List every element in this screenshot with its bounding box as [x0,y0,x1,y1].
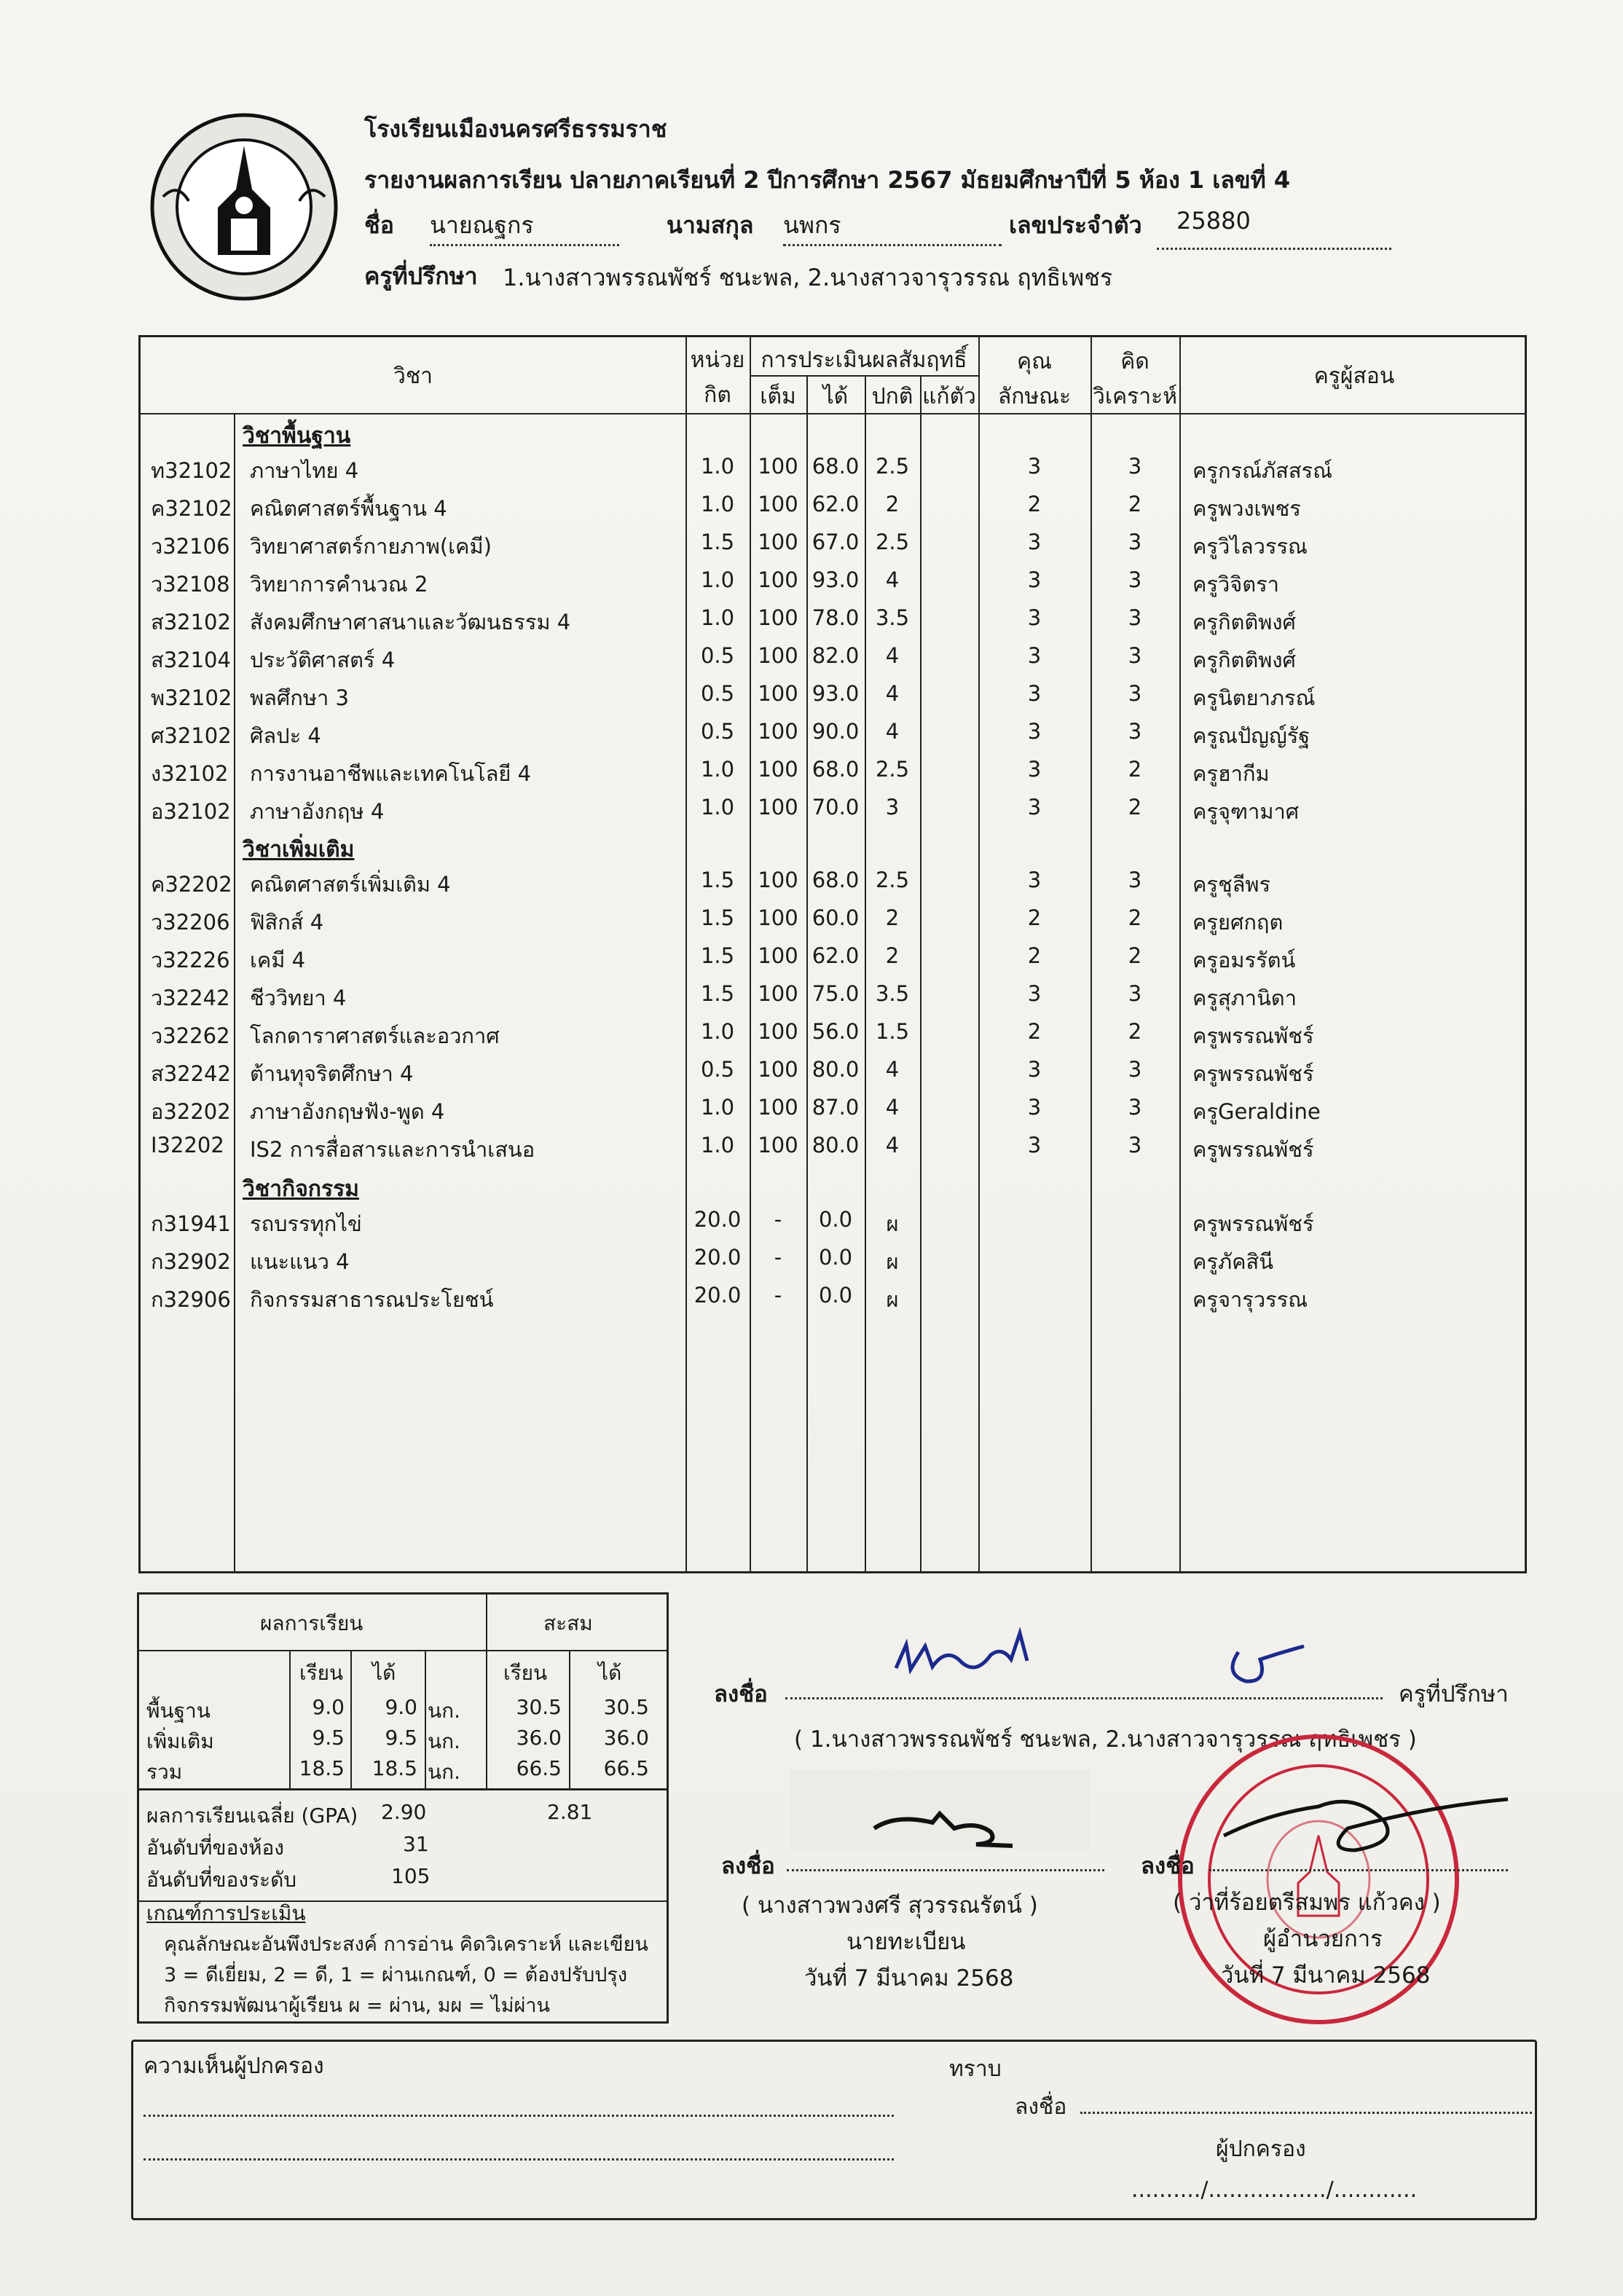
header-got: ได้ [822,384,849,409]
cell-char: 3 [1027,795,1042,819]
registrar-name: ( นางสาวพวงศรี สุวรรณรัตน์ ) [742,1892,1038,1919]
cell-name: วิทยาการคำนวณ 2 [250,572,428,597]
summary-cell-c_study: 30.5 [516,1695,562,1719]
cell-name: รถบรรทุกไข่ [250,1211,362,1236]
cell-grade: ผ [886,1287,899,1312]
cell-teacher: ครูกิตติพงศ์ [1192,610,1296,634]
cell-credit: 1.0 [700,1133,735,1157]
cell-credit: 1.5 [700,981,735,1006]
cell-grade: 2.5 [875,530,910,554]
cell-char: 2 [1027,943,1042,968]
criteria-line-2: 3 = ดีเยี่ยม, 2 = ดี, 1 = ผ่านเกณฑ์, 0 = ต้องปรับปรุง [164,1964,628,1986]
cell-grade: 2.5 [875,757,910,782]
parent-comment-line-1[interactable] [144,2115,894,2117]
header-assessment: การประเมินผลสัมฤทธิ์ [761,347,967,373]
cell-full: 100 [758,757,798,782]
cell-grade: ผ [886,1211,899,1236]
cell-credit: 0.5 [700,681,735,706]
student-surname-label: นามสกุล [667,211,754,239]
cell-teacher: ครูพรรณพัชร์ [1192,1061,1314,1086]
table-row [141,681,1529,719]
registrar-date: วันที่ 7 มีนาคม 2568 [804,1965,1014,1992]
cell-full: 100 [758,643,798,668]
cell-got: 0.0 [818,1245,853,1270]
summary-cell-c_study: 36.0 [516,1726,562,1750]
advisor-role: ครูที่ปรึกษา [1399,1681,1509,1707]
cell-credit: 20.0 [693,1245,742,1270]
cell-teacher: ครูชุลีพร [1192,872,1271,897]
registrar-sign-label: ลงชื่อ [721,1853,775,1879]
cell-teacher: ครูพวงเพชร [1192,496,1301,521]
header-credit-2: กิต [704,382,731,408]
cell-teacher: ครูพรรณพัชร์ [1192,1211,1314,1236]
cell-name: สังคมศึกษาศาสนาและวัฒนธรรม 4 [250,610,571,634]
parent-sign-label: ลงชื่อ [1015,2094,1067,2120]
advisor-names: 1.นางสาวพรรณพัชร์ ชนะพล, 2.นางสาวจารุวรรณ ฤทธิเพชร [503,264,1113,291]
cell-think: 3 [1128,530,1142,554]
cell-credit: 20.0 [693,1283,742,1308]
registrar-role: นายทะเบียน [846,1929,966,1955]
cell-think: 2 [1128,905,1142,930]
student-first-name: นายณฐกร [430,207,619,246]
summary-cell-study: 18.5 [299,1756,345,1780]
cell-credit: 1.0 [700,795,735,819]
cell-code: ว32206 [151,910,230,935]
header-fix: แก้ตัว [922,384,976,409]
cell-name: ฟิสิกส์ 4 [250,910,324,935]
table-row [141,454,1529,492]
summary-cell-label: พื้นฐาน [146,1699,211,1723]
cell-grade: ผ [886,1249,899,1274]
parent-comment-line-2[interactable] [144,2158,894,2161]
summary-box [137,1592,669,2024]
summary-cell-c_got: 36.0 [603,1726,649,1750]
cell-think: 3 [1128,868,1142,892]
cell-code: ส32102 [151,610,231,634]
summary-cell-unit: นก. [428,1729,460,1753]
cell-grade: 4 [885,719,900,744]
gpa-label: ผลการเรียนเฉลี่ย (GPA) [146,1804,358,1828]
cell-name: ภาษาอังกฤษฟัง-พูด 4 [250,1099,445,1124]
cell-full: 100 [758,1133,798,1157]
cell-name: ชีววิทยา 4 [250,986,347,1010]
cell-code: ส32104 [151,648,231,672]
cell-got: 67.0 [812,530,860,554]
cell-credit: 0.5 [700,643,735,668]
summary-cum-got-header: ได้ [598,1661,622,1685]
section-basic: วิชาพื้นฐาน [243,423,351,449]
cell-got: 68.0 [812,757,860,782]
cell-teacher: ครูจารุวรรณ [1192,1287,1308,1312]
cell-name: ภาษาไทย 4 [250,458,359,483]
table-row [141,643,1529,681]
level-rank-value: 105 [391,1864,431,1888]
cell-code: ค32102 [151,496,232,521]
cell-full: 100 [758,1019,798,1044]
cell-grade: 2 [885,943,900,968]
header-char-2: ลักษณะ [997,384,1072,409]
director-signature [1209,1777,1515,1865]
cell-got: 87.0 [812,1095,860,1120]
header-subject: วิชา [393,363,433,389]
cell-credit: 1.0 [700,605,735,630]
class-rank-label: อันดับที่ของห้อง [146,1836,284,1860]
cell-grade: 4 [885,643,900,668]
cell-got: 80.0 [812,1057,860,1082]
cell-teacher: ครูฮากีม [1192,761,1270,786]
cell-name: คณิตศาสตร์พื้นฐาน 4 [250,496,447,521]
cell-credit: 0.5 [700,719,735,744]
table-row [141,1245,1529,1283]
cell-char: 3 [1027,719,1042,744]
cell-grade: 3.5 [875,605,910,630]
parent-acknowledge: ทราบ [949,2056,1002,2082]
header-normal: ปกติ [871,384,913,409]
cell-grade: 3.5 [875,981,910,1006]
cell-full: 100 [758,943,798,968]
section-activity: วิชากิจกรรม [243,1176,359,1202]
cell-char: 3 [1027,643,1042,668]
cell-think: 3 [1128,567,1142,592]
cell-full: - [774,1207,782,1232]
cell-code: ว32242 [151,986,230,1010]
cell-code: อ32102 [151,799,231,824]
advisor-label: ครูที่ปรึกษา [364,262,478,290]
summary-cell-label: เพิ่มเติม [146,1729,214,1753]
table-row [141,719,1529,757]
cell-code: ศ32102 [151,723,232,748]
header-teacher: ครูผู้สอน [1313,363,1395,389]
table-row [141,492,1529,530]
cell-credit: 1.5 [700,905,735,930]
advisor-sign-label: ลงชื่อ [714,1681,768,1707]
cell-think: 3 [1128,643,1142,668]
cell-think: 3 [1128,454,1142,479]
cell-teacher: ครูGeraldine [1192,1099,1321,1124]
advisor-signature-2 [1217,1630,1319,1703]
cell-char: 3 [1027,757,1042,782]
summary-cell-label: รวม [146,1760,183,1784]
cell-grade: 3 [885,795,900,819]
cell-teacher: ครูนิตยาภรณ์ [1192,685,1316,710]
cell-char: 3 [1027,567,1042,592]
summary-result-label: ผลการเรียน [260,1611,363,1635]
cell-teacher: ครูภัคสินี [1192,1249,1274,1274]
cell-full: 100 [758,719,798,744]
cell-char: 2 [1027,1019,1042,1044]
summary-cell-study: 9.5 [312,1726,345,1750]
table-row [141,905,1529,943]
summary-cell-study: 9.0 [312,1695,345,1719]
registrar-sign-line [787,1869,1104,1871]
cell-full: 100 [758,681,798,706]
table-row [141,567,1529,605]
cell-char: 3 [1027,1095,1042,1120]
cell-teacher: ครูจุฑามาศ [1192,799,1300,824]
cell-code: ว32106 [151,534,230,559]
cell-name: เคมี 4 [250,948,306,972]
gpa-value: 2.90 [381,1800,427,1824]
cell-code: ก31941 [151,1211,231,1236]
advisor-sign-names: ( 1.นางสาวพรรณพัชร์ ชนะพล, 2.นางสาวจารุวรรณ ฤทธิเพชร ) [794,1726,1417,1753]
table-row [141,1133,1529,1171]
cell-grade: 4 [885,1133,900,1157]
cell-code: ก32906 [151,1287,231,1312]
cell-name: ประวัติศาสตร์ 4 [250,648,396,672]
cumulative-gpa-value: 2.81 [547,1800,593,1824]
parent-role: ผู้ปกครอง [1216,2136,1306,2162]
cell-got: 75.0 [812,981,860,1006]
student-id-label: เลขประจำตัว [1009,211,1142,239]
cell-teacher: ครูกิตติพงศ์ [1192,648,1296,672]
cell-credit: 1.5 [700,943,735,968]
cell-credit: 1.0 [700,1095,735,1120]
cell-code: I32202 [151,1133,224,1157]
cell-full: 100 [758,795,798,819]
cell-name: ภาษาอังกฤษ 4 [250,799,385,824]
summary-cum-study-header: เรียน [503,1661,548,1685]
registrar-signature [867,1799,1027,1857]
table-row [141,795,1529,833]
cell-think: 2 [1128,795,1142,819]
cell-got: 70.0 [812,795,860,819]
summary-cell-c_study: 66.5 [516,1756,562,1780]
cell-code: ค32202 [151,872,232,897]
summary-cell-got: 9.5 [385,1726,417,1750]
cell-got: 93.0 [812,567,860,592]
cell-full: 100 [758,868,798,892]
cell-full: 100 [758,1095,798,1120]
summary-cell-unit: นก. [428,1699,460,1723]
cell-think: 3 [1128,1057,1142,1082]
cell-grade: 2.5 [875,868,910,892]
cell-teacher: ครูพรรณพัชร์ [1192,1137,1314,1162]
cell-full: - [774,1283,782,1308]
cell-name: วิทยาศาสตร์กายภาพ(เคมี) [250,534,492,559]
parent-comment-label: ความเห็นผู้ปกครอง [144,2053,324,2079]
level-rank-label: อันดับที่ของระดับ [146,1868,297,1892]
cell-name: คณิตศาสตร์เพิ่มเติม 4 [250,872,451,897]
header-credit-1: หน่วย [690,347,745,373]
director-date: วันที่ 7 มีนาคม 2568 [1221,1962,1431,1989]
header-full: เต็ม [760,384,796,409]
cell-code: ก32902 [151,1249,231,1274]
cell-code: ท32102 [151,458,232,483]
cell-char: 3 [1027,605,1042,630]
cell-teacher: ครูยศกฤต [1192,910,1284,935]
school-logo-icon [149,109,339,304]
class-rank-value: 31 [403,1832,429,1856]
cell-char: 3 [1027,868,1042,892]
summary-got-header: ได้ [372,1661,396,1685]
cell-credit: 20.0 [693,1207,742,1232]
cell-char: 2 [1027,905,1042,930]
cell-got: 0.0 [818,1207,853,1232]
cell-full: 100 [758,981,798,1006]
cell-grade: 4 [885,681,900,706]
student-id: 25880 [1176,207,1251,235]
cell-think: 3 [1128,681,1142,706]
cell-code: ส32242 [151,1061,231,1086]
cell-grade: 4 [885,1057,900,1082]
cell-grade: 2 [885,905,900,930]
cell-think: 2 [1128,1019,1142,1044]
cell-teacher: ครูพรรณพัชร์ [1192,1023,1314,1048]
header-char-1: คุณ [1017,349,1052,374]
cell-code: ว32226 [151,948,230,972]
table-row [141,1283,1529,1321]
summary-cell-got: 18.5 [372,1756,417,1780]
cell-char: 3 [1027,1133,1042,1157]
cell-code: อ32202 [151,1099,231,1124]
table-row [141,943,1529,981]
section-additional: วิชาเพิ่มเติม [243,837,355,862]
director-role: ผู้อำนวยการ [1263,1926,1383,1952]
cell-got: 80.0 [812,1133,860,1157]
summary-cell-c_got: 66.5 [603,1756,649,1780]
table-row [141,1207,1529,1245]
cell-full: 100 [758,454,798,479]
cell-think: 3 [1128,719,1142,744]
cell-teacher: ครูอมรรัตน์ [1192,948,1296,972]
cell-grade: 1.5 [875,1019,910,1044]
parent-comment-box [131,2040,1537,2220]
report-title: รายงานผลการเรียน ปลายภาคเรียนที่ 2 ปีการศึกษา 2567 มัธยมศึกษาปีที่ 5 ห้อง 1 เลขที่ 4 [364,166,1291,194]
cell-credit: 1.0 [700,492,735,516]
cell-teacher: ครูสุภานิดา [1192,986,1297,1010]
cell-got: 56.0 [812,1019,860,1044]
cell-char: 2 [1027,492,1042,516]
cell-full: 100 [758,492,798,516]
student-id-dots [1157,248,1391,250]
cell-think: 2 [1128,943,1142,968]
student-surname: นพกร [783,207,1002,246]
table-row [141,605,1529,643]
table-row [141,757,1529,795]
cell-credit: 1.0 [700,567,735,592]
cell-grade: 2 [885,492,900,516]
table-row [141,1019,1529,1057]
summary-cell-got: 9.0 [385,1695,417,1719]
cell-full: - [774,1245,782,1270]
cell-got: 62.0 [812,492,860,516]
cell-think: 2 [1128,757,1142,782]
cell-think: 3 [1128,605,1142,630]
cell-credit: 1.0 [700,757,735,782]
cell-credit: 1.5 [700,530,735,554]
table-row [141,1095,1529,1133]
cell-name: แนะแนว 4 [250,1249,350,1274]
cell-name: ต้านทุจริตศึกษา 4 [250,1061,414,1086]
cell-think: 2 [1128,492,1142,516]
cell-name: กิจกรรมสาธารณประโยชน์ [250,1287,494,1312]
cell-credit: 1.5 [700,868,735,892]
criteria-title: เกณฑ์การประเมิน [146,1901,306,1925]
cell-got: 90.0 [812,719,860,744]
cell-credit: 1.0 [700,454,735,479]
cell-name: ศิลปะ 4 [250,723,321,748]
cell-code: ว32262 [151,1023,230,1048]
cell-full: 100 [758,905,798,930]
cell-credit: 1.0 [700,1019,735,1044]
table-row [141,981,1529,1019]
cell-char: 3 [1027,530,1042,554]
cell-grade: 2.5 [875,454,910,479]
parent-sign-line[interactable] [1080,2112,1532,2114]
summary-cell-c_got: 30.5 [603,1695,649,1719]
cell-char: 3 [1027,981,1042,1006]
cell-got: 60.0 [812,905,860,930]
cell-think: 3 [1128,981,1142,1006]
cell-full: 100 [758,530,798,554]
criteria-line-1: คุณลักษณะอันพึงประสงค์ การอ่าน คิดวิเคราะห์ และเขียน [164,1933,648,1956]
student-name-label: ชื่อ [364,211,394,239]
cell-got: 78.0 [812,605,860,630]
cell-full: 100 [758,567,798,592]
summary-study-header: เรียน [299,1661,344,1685]
cell-got: 0.0 [818,1283,853,1308]
parent-date: ........../................./............ [1131,2177,1418,2203]
summary-cumulative-label: สะสม [543,1611,593,1635]
cell-grade: 4 [885,1095,900,1120]
cell-name: พลศึกษา 3 [250,685,349,710]
summary-cell-unit: นก. [428,1760,460,1784]
cell-teacher: ครูวิจิตรา [1192,572,1279,597]
cell-got: 93.0 [812,681,860,706]
cell-code: ง32102 [151,761,229,786]
cell-got: 68.0 [812,868,860,892]
cell-code: พ32102 [151,685,232,710]
header-think-1: คิด [1120,349,1150,374]
cell-teacher: ครูวิไลวรรณ [1192,534,1308,559]
criteria-line-3: กิจกรรมพัฒนาผู้เรียน ผ = ผ่าน, มผ = ไม่ผ่าน [164,1994,550,2017]
cell-name: IS2 การสื่อสารและการนำเสนอ [250,1137,535,1162]
cell-teacher: ครูกรณ์ภัสสรณ์ [1192,458,1333,483]
cell-think: 3 [1128,1133,1142,1157]
school-name: โรงเรียนเมืองนครศรีธรรมราช [364,115,667,143]
cell-name: การงานอาชีพและเทคโนโลยี 4 [250,761,532,786]
table-row [141,530,1529,567]
cell-code: ว32108 [151,572,230,597]
cell-got: 68.0 [812,454,860,479]
cell-got: 82.0 [812,643,860,668]
cell-char: 3 [1027,454,1042,479]
cell-full: 100 [758,605,798,630]
cell-think: 3 [1128,1095,1142,1120]
cell-got: 62.0 [812,943,860,968]
table-row [141,868,1529,905]
director-name: ( ว่าที่ร้อยตรีสมพร แก้วคง ) [1173,1890,1441,1916]
cell-full: 100 [758,1057,798,1082]
table-row [141,1057,1529,1095]
cell-grade: 4 [885,567,900,592]
header-think-2: วิเคราะห์ [1092,384,1177,409]
director-sign-line [1209,1869,1508,1871]
grades-table [138,335,1527,1573]
cell-name: โลกดาราศาสตร์และอวกาศ [250,1023,500,1048]
cell-char: 3 [1027,1057,1042,1082]
cell-char: 3 [1027,681,1042,706]
cell-teacher: ครูณปัญญ์รัฐ [1192,723,1310,748]
cell-credit: 0.5 [700,1057,735,1082]
advisor-signature-1 [881,1617,1056,1697]
director-sign-label: ลงชื่อ [1141,1853,1195,1879]
